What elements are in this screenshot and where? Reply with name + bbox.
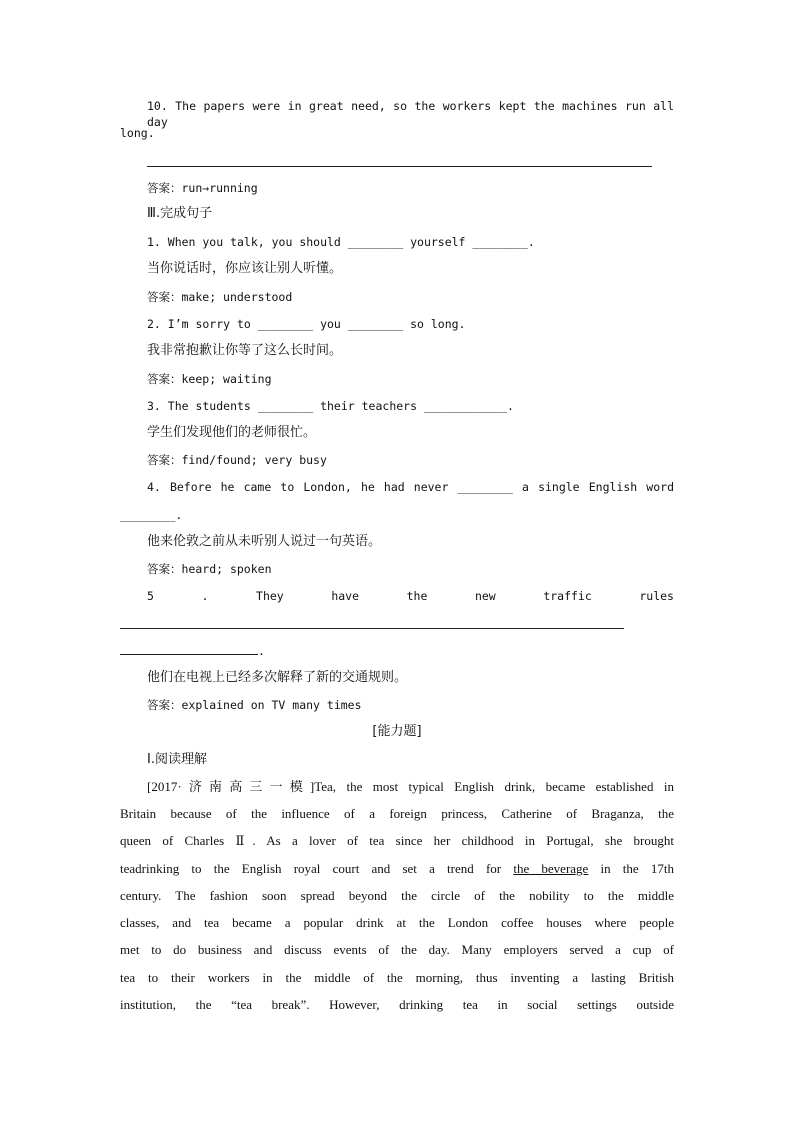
ability-title: [能力题] [372, 724, 422, 739]
q10-line1: 10. The papers were in great need, so the workers kept the machines run all day [147, 99, 674, 129]
passage-line-8: tea to their workers in the middle of the morning, thus inventing a lasting British [120, 970, 674, 985]
passage-line-3: queen of Charles Ⅱ. As a lover of tea since her childhood in Portugal, she brought [120, 833, 674, 848]
item5-word: 5 [147, 589, 154, 603]
blank-line [120, 628, 624, 629]
item1-answer: 答案：make; understood [147, 290, 293, 304]
passage-line-7: met to do business and discuss events of the day. Many employers served a cup of [120, 942, 674, 957]
item5-word: traffic [543, 589, 592, 603]
item2-cn: 我非常抱歉让你等了这么长时间。 [147, 343, 343, 358]
item5-word: . [201, 589, 209, 603]
item5-word: have [331, 589, 360, 603]
item3-en: 3. The students ________ their teachers ____________. [147, 399, 514, 413]
item5-word: new [474, 589, 496, 603]
passage-line-2: Britain because of the influence of a foreign princess, Catherine of Braganza, the [120, 806, 674, 821]
item4-line2: ________. [120, 508, 183, 522]
passage-line-6: classes, and tea became a popular drink at the London coffee houses where people [120, 915, 674, 930]
item5-line1 [147, 588, 674, 604]
passage-line-1: [2017·济南高三一模]Tea, the most typical English drink, became established in [147, 779, 674, 794]
passage-line-5: century. The fashion soon spread beyond the circle of the nobility to the middle [120, 888, 674, 903]
passage-line-4-post: in the 17th [588, 861, 674, 876]
item3-cn: 学生们发现他们的老师很忙。 [147, 425, 317, 440]
passage-line-9: institution, the “tea break”. However, drinking tea in social settings outside [120, 997, 674, 1012]
item2-en: 2. I’m sorry to ________ you ________ so long. [147, 317, 466, 331]
reading-title: Ⅰ.阅读理解 [147, 752, 207, 767]
section-title: Ⅲ.完成句子 [147, 206, 213, 221]
item3-answer: 答案：find/found; very busy [147, 453, 327, 467]
item4-cn: 他来伦敦之前从未听别人说过一句英语。 [147, 534, 382, 549]
passage-line-4 [120, 861, 674, 877]
item5-line3 [120, 642, 265, 659]
item5-end: . [258, 644, 265, 658]
q10-line2: long. [120, 126, 155, 140]
item5-cn: 他们在电视上已经多次解释了新的交通规则。 [147, 670, 408, 685]
item4-answer: 答案：heard; spoken [147, 562, 272, 576]
answer-line [147, 166, 652, 167]
q10-answer: 答案：run→running [147, 181, 258, 195]
item2-answer: 答案：keep; waiting [147, 372, 272, 386]
item4-line1: 4. Before he came to London, he had never ________ a single English word [147, 480, 674, 494]
item1-cn: 当你说话时，你应该让别人听懂。 [147, 261, 343, 276]
item1-en: 1. When you talk, you should ________ yourself ________. [147, 235, 535, 249]
item5-word: They [256, 589, 284, 603]
underlined-phrase: the beverage [513, 861, 589, 876]
item5-word: rules [639, 589, 674, 603]
blank-line [120, 642, 258, 655]
item5-answer: 答案：explained on TV many times [147, 698, 362, 712]
item5-word: the [406, 589, 428, 603]
passage-line-4-pre: teadrinking to the English royal court and set a trend for [120, 861, 514, 876]
